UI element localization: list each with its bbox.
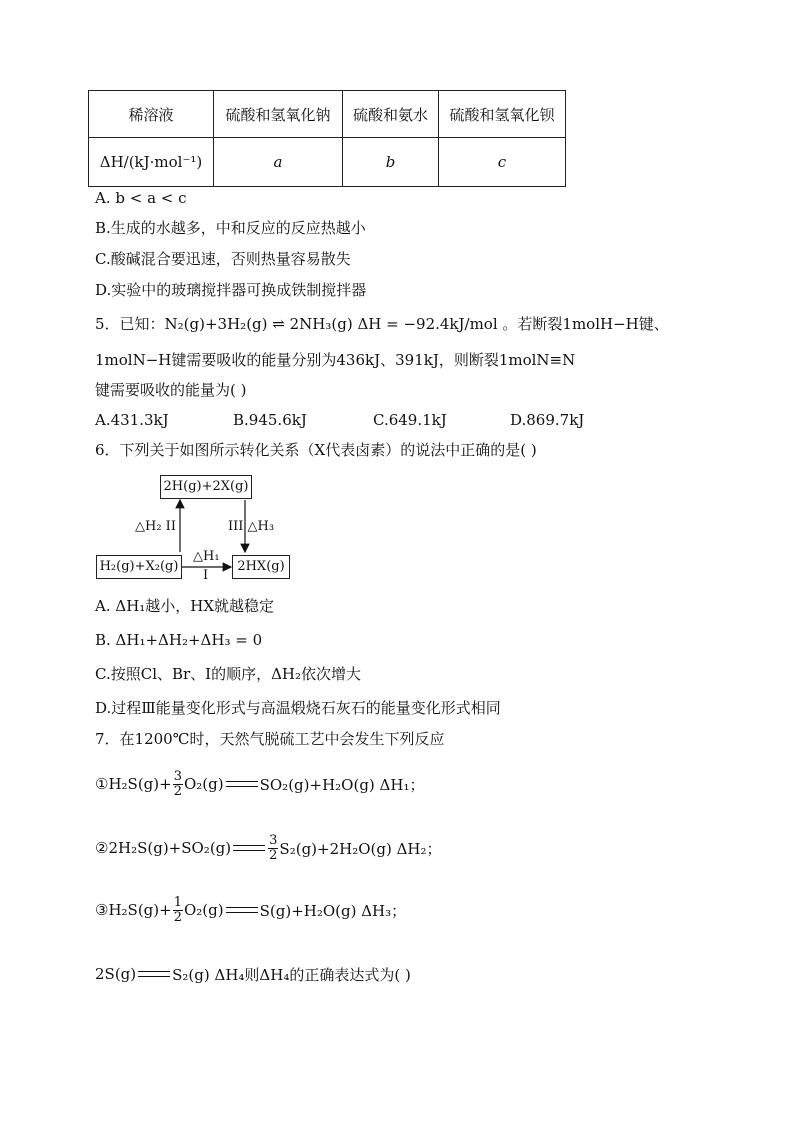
eq3-equals-sign [226, 907, 258, 913]
eq3-right: S(g)+H₂O(g) ΔH₃； [259, 901, 407, 920]
eq1-fraction [173, 770, 183, 799]
q5-stem-line1: 5．已知：N₂(g)+3H₂(g) ⇌ 2NH₃(g) ΔH = −92.4kJ/mol 。若断裂1molH−H键、 [95, 315, 669, 333]
q5-option-d: D.869.7kJ [510, 411, 585, 429]
q4-option-d: D.实验中的玻璃搅拌器可换成铁制搅拌器 [95, 281, 367, 299]
diagram-label-dh2: △H₂ II [135, 519, 176, 534]
q4-option-b: B.生成的水越多，中和反应的反应热越小 [95, 219, 366, 237]
table-row-label: ΔH/(kJ·mol⁻¹) [89, 138, 214, 187]
q5-option-b: B.945.6kJ [233, 411, 307, 429]
eq3-left: ③H₂S(g)+ [95, 901, 172, 919]
q4-option-a: A. b < a < c [95, 189, 187, 207]
eq2-fraction [268, 834, 278, 863]
eq2-equals-sign [233, 845, 265, 851]
eq1-right: SO₂(g)+H₂O(g) ΔH₁； [259, 775, 425, 794]
q4-option-c: C.酸碱混合要迅速，否则热量容易散失 [95, 250, 351, 268]
diagram-label-i: I [203, 568, 209, 583]
table-header: 硫酸和氢氧化钡 [439, 91, 566, 138]
q7-equation-2 [95, 830, 442, 866]
table-cell: b [343, 138, 439, 187]
eq2-denominator: 2 [269, 847, 278, 863]
table-cell: c [439, 138, 566, 187]
eq4-equals-sign [138, 971, 170, 977]
diagram-box-reactants: H₂(g)+X₂(g) [96, 555, 182, 579]
eq3-denominator: 2 [173, 909, 182, 925]
q7-stem: 7．在1200℃时，天然气脱硫工艺中会发生下列反应 [95, 730, 445, 748]
q7-equation-4 [95, 963, 411, 985]
q5-option-a: A.431.3kJ [95, 411, 169, 429]
eq1-left: ①H₂S(g)+ [95, 775, 172, 793]
q6-stem: 6．下列关于如图所示转化关系（X代表卤素）的说法中正确的是( ) [95, 441, 537, 459]
eq2-numerator: 3 [269, 832, 278, 848]
table-header: 稀溶液 [89, 91, 214, 138]
eq3-fraction [173, 896, 183, 925]
eq1-mid: O₂(g) [183, 775, 224, 793]
q5-option-c: C.649.1kJ [373, 411, 447, 429]
q7-equation-3 [95, 892, 406, 928]
q6-option-d: D.过程Ⅲ能量变化形式与高温煅烧石灰石的能量变化形式相同 [95, 699, 501, 717]
table-header: 硫酸和氢氧化钠 [214, 91, 343, 138]
eq2-left: ②2H₂S(g)+SO₂(g) [95, 839, 232, 857]
diagram-box-atoms: 2H(g)+2X(g) [160, 475, 252, 499]
q6-option-b: B. ΔH₁+ΔH₂+ΔH₃ = 0 [95, 631, 263, 649]
eq2-right: S₂(g)+2H₂O(g) ΔH₂； [279, 839, 442, 858]
eq1-equals-sign [226, 781, 258, 787]
eq4-right: S₂(g) ΔH₄则ΔH₄的正确表达式为( ) [172, 965, 411, 984]
table-header: 硫酸和氨水 [343, 91, 439, 138]
table-cell: a [214, 138, 343, 187]
eq3-numerator: 1 [173, 894, 182, 910]
q6-option-c: C.按照Cl、Br、I的顺序，ΔH₂依次增大 [95, 665, 362, 683]
q5-stem-line3: 键需要吸收的能量为( ) [95, 381, 247, 399]
q5-stem-line2: 1molN−H键需要吸收的能量分别为436kJ、391kJ，则断裂1molN≡N [95, 351, 576, 369]
eq3-mid: O₂(g) [183, 901, 224, 919]
diagram-label-dh1: △H₁ [193, 549, 220, 564]
q6-option-a: A. ΔH₁越小，HX就越稳定 [95, 597, 275, 615]
diagram-box-product: 2HX(g) [232, 555, 290, 579]
diagram-label-dh3: III △H₃ [228, 519, 275, 534]
q7-equation-1 [95, 766, 424, 802]
eq1-denominator: 2 [173, 783, 182, 799]
eq4-left: 2S(g) [95, 965, 137, 983]
eq1-numerator: 3 [173, 768, 182, 784]
